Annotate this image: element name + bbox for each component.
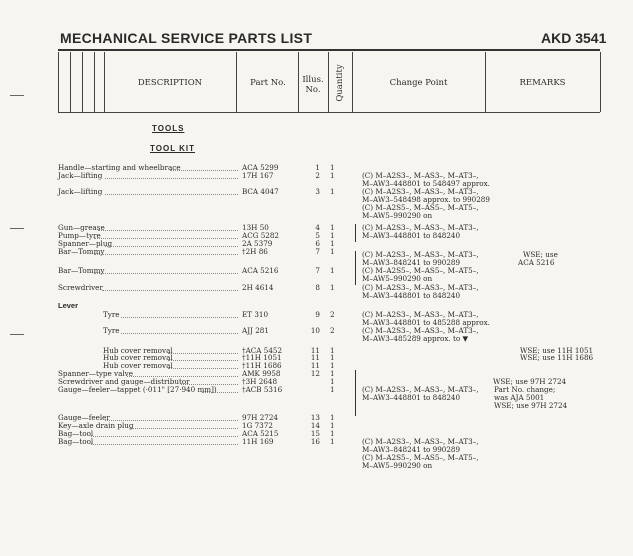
group-brace [355,370,356,416]
quantity-value: 1 [330,377,335,386]
column-quantity: Quantity [335,64,345,102]
part-description: Screwdriver [58,283,103,292]
part-number: AMK 9958 [242,369,281,378]
change-point-line: (C) M–A2S3–, M–AS3–, M–AT3–, [362,385,479,394]
part-number: 13H 50 [242,223,269,232]
illus-number: 1 [315,163,320,172]
part-description: Tyre [103,326,120,335]
section-tool-kit: TOOL KIT [150,144,196,153]
part-number: †2H 86 [242,247,268,256]
remark-line: WSE; use 11H 1051 [520,346,594,355]
part-description: Spanner—type valve [58,369,133,378]
col-divider [600,52,601,112]
part-number: †11H 1686 [242,361,282,370]
dotted-leader [170,170,238,171]
dotted-leader [94,254,238,255]
change-point-line: M–AW3–448801 to 848240 [362,291,461,300]
dotted-leader [102,290,238,291]
part-number: †ACA 5452 [242,346,283,355]
column-change-point: Change Point [389,78,448,88]
part-description: Handle—starting and wheelbrace [58,163,181,172]
quantity-value: 1 [330,283,335,292]
part-description: Hub cover removal [103,346,173,355]
illus-number: 13 [310,413,320,422]
illus-number: 11 [310,346,320,355]
col-divider [70,52,71,112]
quantity-value: 1 [330,413,335,422]
column-description: DESCRIPTION [137,78,203,88]
quantity-value: 1 [330,346,335,355]
change-point-line: M–AW3–848241 to 990289 [362,258,461,267]
part-number: †11H 1051 [242,353,282,362]
change-point-line: (C) M–A2S3–, M–AS3–, M–AT3–, [362,250,479,259]
col-divider [82,52,83,112]
part-number: ACA 5215 [242,429,279,438]
part-number: ACG 5282 [242,231,280,240]
quantity-value: 1 [330,361,335,370]
change-point-line: (C) M–A2S3–, M–AS3–, M–AT3–, [362,223,479,232]
dotted-leader [91,444,238,445]
column-part-no: Part No. [250,78,286,88]
dotted-leader [105,246,238,247]
col-divider [328,52,329,112]
quantity-value: 1 [330,429,335,438]
change-point-line: (C) M–A2S5–, M–AS5–, M–AT5–, [362,453,479,462]
change-point-line: M–AW3–448801 to 848240 [362,231,461,240]
illus-number: 11 [310,361,320,370]
part-description: Tyre [103,310,120,319]
illus-number: 7 [315,266,320,275]
dotted-leader [94,273,238,274]
top-rule [58,49,600,51]
quantity-value: 1 [330,239,335,248]
part-number: 1G 7372 [242,421,273,430]
illus-number: 2 [315,171,320,180]
quantity-value: 2 [330,326,335,335]
quantity-value: 1 [330,437,335,446]
remark-line: WSE; use 97H 2724 [494,401,568,410]
group-brace [355,224,356,242]
dotted-leader [91,436,238,437]
dotted-leader [121,317,238,318]
change-point-line: (C) M–A2S3–, M–AS3–, M–AT3–, [362,187,479,196]
column-illus: Illus. [302,75,324,85]
dotted-leader [168,360,238,361]
change-point-line: (C) M–A2S3–, M–AS3–, M–AT3–, [362,437,479,446]
change-point-line: M–AW5–990290 on [362,461,433,470]
quantity-value: 1 [330,247,335,256]
quantity-value: 1 [330,163,335,172]
quantity-value: 1 [330,171,335,180]
dotted-leader [130,428,238,429]
part-description: Jack—lifting [58,171,103,180]
part-description: Pump—tyre [58,231,101,240]
dotted-leader [202,392,238,393]
part-description: Gauge—feeler [58,413,110,422]
dotted-leader [105,178,238,179]
illus-number: 16 [310,437,320,446]
illus-number: 9 [315,310,320,319]
illus-number: 8 [315,283,320,292]
dotted-leader [168,353,238,354]
group-brace [355,251,356,285]
part-number: †3H 2648 [242,377,278,386]
quantity-value: 1 [330,223,335,232]
change-point-line: M–AW3–485289 approx. to ▼ [362,334,469,343]
part-description: Bar—Tommy [58,266,105,275]
part-number: BCA 4047 [242,187,279,196]
change-point-line: M–AW5–990290 on [362,274,433,283]
quantity-value: 1 [330,231,335,240]
quantity-value: 1 [330,187,335,196]
margin-mark [10,334,24,335]
col-divider [236,52,237,112]
part-number: 17H 167 [242,171,274,180]
part-number: 11H 169 [242,437,274,446]
dotted-leader [98,230,238,231]
part-number: †ACB 5316 [242,385,283,394]
quantity-value: 2 [330,310,335,319]
remark-line: Part No. change; [494,385,556,394]
remark-line: was AJA 5001 [494,393,545,402]
col-divider [104,52,105,112]
illus-number: 12 [310,369,320,378]
change-point-line: (C) M–A2S5–, M–AS5–, M–AT5–, [362,266,479,275]
remark-line: ACA 5216 [518,258,555,267]
part-description: Key—axle drain plug [58,421,134,430]
part-description: Jack—lifting [58,187,103,196]
illus-number: 6 [315,239,320,248]
change-point-line: M–AW3–548498 approx. to 990289 [362,195,490,204]
part-number: ET 310 [242,310,269,319]
column-remarks: REMARKS [519,78,566,88]
part-number: 97H 2724 [242,413,278,422]
quantity-value: 1 [330,266,335,275]
part-description: Hub cover removal [103,353,173,362]
dotted-leader [94,238,238,239]
page-title: MECHANICAL SERVICE PARTS LIST [60,30,313,46]
illus-number: 3 [315,187,320,196]
part-number: ACA 5299 [242,163,279,172]
margin-mark [10,228,24,229]
margin-mark [10,95,24,96]
col-divider [94,52,95,112]
illus-number: 5 [315,231,320,240]
change-point-line: (C) M–A2S3–, M–AS3–, M–AT3–, [362,326,479,335]
quantity-value: 1 [330,385,335,394]
dotted-leader [105,194,238,195]
part-description: Bag—tool [58,437,94,446]
quantity-value: 1 [330,353,335,362]
remark-line: WSE; use 11H 1686 [520,353,594,362]
part-number: ACA 5216 [242,266,279,275]
part-number: AJJ 281 [242,326,269,335]
illus-number: 14 [310,421,320,430]
column-illus-no: No. [305,85,321,95]
part-number: 2A 5379 [242,239,273,248]
part-description: Spanner—plug [58,239,113,248]
quantity-value: 1 [330,421,335,430]
illus-number: 11 [310,353,320,362]
part-description: Bag—tool [58,429,94,438]
remark-line: WSE; use [523,250,558,259]
part-description: Screwdriver and gauge—distributor [58,377,190,386]
change-point-line: (C) M–A2S3–, M–AS3–, M–AT3–, [362,171,479,180]
document-code: AKD 3541 [541,30,607,46]
change-point-line: M–AW5–990290 on [362,211,433,220]
remark-line: WSE; use 97H 2724 [493,377,567,386]
part-description: Bar—Tommy [58,247,105,256]
change-point-line: M–AW3–448801 to 485288 approx. [362,318,490,327]
change-point-line: (C) M–A2S5–, M–AS5–, M–AT5–, [362,203,479,212]
change-point-line: M–AW3–848241 to 990289 [362,445,461,454]
illus-number: 7 [315,247,320,256]
col-divider [58,52,59,112]
illus-number: 10 [310,326,320,335]
illus-number: 15 [310,429,320,438]
change-point-line: M–AW3–448801 to 548497 approx. [362,179,490,188]
part-description: Gun—grease [58,223,105,232]
part-description: Hub cover removal [103,361,173,370]
part-description: Gauge—feeler—tappet (·011" [27·940 mm]) [58,385,217,394]
section-tools: TOOLS [152,124,185,133]
dotted-leader [121,333,238,334]
section-lever: Lever [58,301,79,310]
quantity-value: 1 [330,369,335,378]
dotted-leader [168,368,238,369]
part-number: 2H 4614 [242,283,274,292]
change-point-line: (C) M–A2S3–, M–AS3–, M–AT3–, [362,283,479,292]
change-point-line: (C) M–A2S3–, M–AS3–, M–AT3–, [362,310,479,319]
illus-number: 4 [315,223,320,232]
change-point-line: M–AW3–448801 to 848240 [362,393,461,402]
